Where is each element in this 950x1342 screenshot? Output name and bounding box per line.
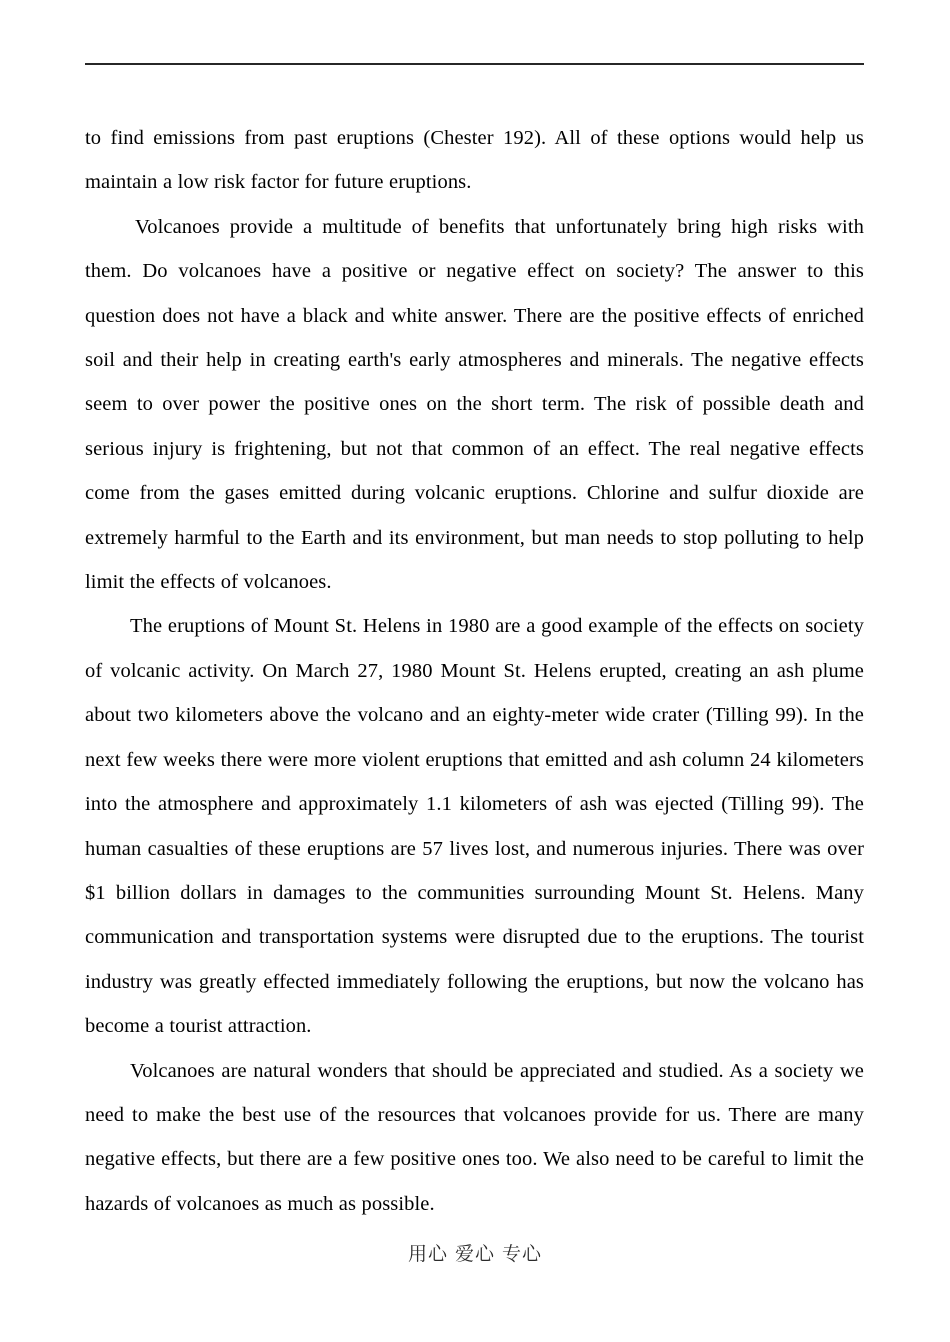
header-rule xyxy=(85,63,864,65)
paragraph-conclusion: Volcanoes are natural wonders that should be appreciated and studied. As a society we need to make the best use of the resources that volcanoes provide for us. There are many negative effects, but there are a few positive ones too. We also need to be careful to limit the hazards of volcanoes as much as possible. xyxy=(85,1059,864,1215)
paragraph-continuation: to find emissions from past eruptions (Chester 192). All of these options would help us maintain a low risk factor for future eruptions. xyxy=(85,127,864,194)
document-body xyxy=(85,116,864,1226)
paragraph-benefits-and-risks: Volcanoes provide a multitude of benefits that unfortunately bring high risks with them. Do volcanoes have a positive or negative effect on society? The answer to this question does not have a black and white answer. There are the positive effects of enriched soil and their help in creating earth's early atmospheres and minerals. The negative effects seem to over power the positive ones on the short term. The risk of possible death and serious injury is frightening, but not that common of an effect. The real negative effects come from the gases emitted during volcanic eruptions. Chlorine and sulfur dioxide are extremely harmful to the Earth and its environment, but man needs to stop polluting to help limit the effects of volcanoes. xyxy=(85,215,864,594)
paragraph-mount-st-helens: The eruptions of Mount St. Helens in 1980 are a good example of the effects on society of volcanic activity. On March 27, 1980 Mount St. Helens erupted, creating an ash plume about two kilometers above the volcano and an eighty-meter wide crater (Tilling 99). In the next few weeks there were more violent eruptions that emitted and ash column 24 kilometers into the atmosphere and approximately 1.1 kilometers of ash was ejected (Tilling 99). The human casualties of these eruptions are 57 lives lost, and numerous injuries. There was over $1 billion dollars in damages to the communities surrounding Mount St. Helens. Many communication and transportation systems were disrupted due to the eruptions. The tourist industry was greatly effected immediately following the eruptions, but now the volcano has become a tourist attraction. xyxy=(85,615,864,1038)
page-footer: 用心 爱心 专心 xyxy=(407,1243,543,1265)
